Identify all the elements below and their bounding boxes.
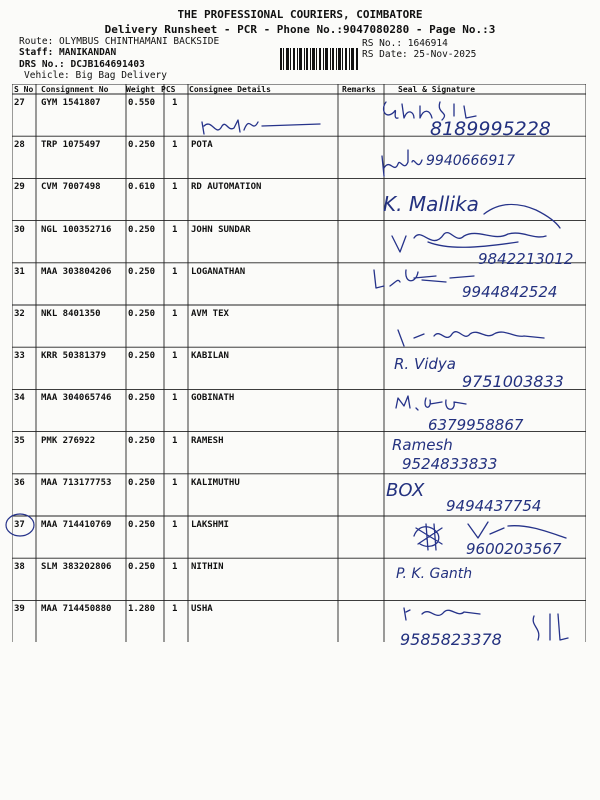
- cell-weight: 0.250: [128, 393, 156, 404]
- cell-consignment: NGL 100352716: [41, 224, 112, 235]
- cell-sno: 28: [14, 140, 25, 151]
- cell-consignment: MAA 713177753: [41, 477, 112, 488]
- row-33-scrawl: [394, 322, 554, 352]
- cell-pcs: 1: [172, 266, 178, 277]
- cell-pcs: 1: [172, 224, 178, 235]
- route-label: Route: OLYMBUS CHINTHAMANI BACKSIDE: [19, 36, 220, 47]
- row-34-signature: [392, 392, 472, 416]
- cell-pcs: 1: [172, 435, 178, 446]
- cell-pcs: 1: [172, 309, 178, 319]
- cell-consignee: NITHIN: [191, 562, 224, 573]
- cell-consignment: MAA 304065746: [41, 393, 112, 404]
- cell-consignee: KABILAN: [191, 351, 229, 362]
- cell-weight: 0.250: [128, 224, 156, 235]
- cell-sno: 30: [14, 224, 25, 235]
- runsheet-subtitle: Delivery Runsheet - PCR - Phone No.:9047080280 - Page No.:3: [104, 23, 496, 36]
- cell-consignment: PMK 276922: [41, 435, 96, 446]
- row-29-name: K. Mallika: [383, 192, 479, 216]
- cell-weight: 0.250: [128, 477, 156, 488]
- row-36-box: BOX: [386, 480, 425, 501]
- cell-weight: 0.250: [128, 520, 156, 530]
- cell-consignment: CVM 7007498: [41, 182, 101, 193]
- cell-consignment: NKL 8401350: [41, 309, 101, 319]
- cell-weight: 1.280: [128, 604, 156, 615]
- cell-pcs: 1: [172, 140, 178, 151]
- cell-sno: 31: [14, 266, 25, 277]
- row-30-phone: 9842213012: [478, 250, 574, 268]
- cell-consignee: RD AUTOMATION: [191, 182, 262, 193]
- cell-consignee: USHA: [191, 604, 213, 615]
- cell-consignment: MAA 714410769: [41, 520, 112, 530]
- cell-consignment: MAA 303804206: [41, 266, 112, 277]
- cell-consignment: MAA 714450880: [41, 604, 112, 615]
- cell-sno: 27: [14, 98, 25, 108]
- col-consignee: Consignee Details: [189, 85, 271, 94]
- row-27-scrawl: [200, 108, 330, 138]
- row-37-circle-mark: [3, 511, 37, 539]
- col-sno: S No: [14, 85, 34, 94]
- cell-sno: 36: [14, 477, 25, 488]
- rs-no-label: RS No.: 1646914: [362, 38, 448, 49]
- cell-consignee: JOHN SUNDAR: [191, 224, 251, 235]
- row-39-signature: [400, 604, 490, 624]
- drs-label: DRS No.: DCJB164691403: [19, 59, 145, 70]
- row-33-name: R. Vidya: [394, 355, 456, 373]
- cell-sno: 39: [14, 604, 25, 615]
- row-27-phone: 8189995228: [430, 118, 551, 140]
- cell-weight: 0.250: [128, 351, 156, 362]
- row-28-signature: [378, 146, 428, 180]
- col-consignment: Consignment No: [41, 85, 109, 94]
- cell-sno: 35: [14, 435, 25, 446]
- cell-consignee: KALIMUTHU: [191, 477, 240, 488]
- rs-date-label: RS Date: 25-Nov-2025: [362, 49, 477, 60]
- cell-consignment: GYM 1541807: [41, 98, 101, 108]
- cell-pcs: 1: [172, 98, 178, 108]
- col-weight: Weight: [126, 85, 155, 94]
- cell-pcs: 1: [172, 182, 178, 193]
- cell-pcs: 1: [172, 604, 178, 615]
- cell-consignee: AVM TEX: [191, 309, 229, 319]
- vehicle-label: Vehicle: Big Bag Delivery: [24, 70, 167, 81]
- row-28-phone: 9940666917: [426, 153, 516, 169]
- row-33-phone: 9751003833: [462, 372, 564, 391]
- row-35-name: Ramesh: [392, 436, 453, 454]
- row-37-phone: 9600203567: [466, 540, 562, 558]
- cell-consignee: GOBINATH: [191, 393, 235, 404]
- cell-weight: 0.550: [128, 98, 156, 108]
- cell-weight: 0.250: [128, 562, 156, 573]
- row-31-phone: 9944842524: [462, 283, 558, 301]
- cell-pcs: 1: [172, 351, 178, 362]
- cell-sno: 29: [14, 182, 25, 193]
- cell-pcs: 1: [172, 393, 178, 404]
- row-34-phone: 6379958867: [428, 416, 524, 434]
- cell-sno: 37: [14, 520, 25, 530]
- cell-sno: 33: [14, 351, 25, 362]
- col-remarks: Remarks: [342, 85, 376, 94]
- row-39-phone: 9585823378: [400, 630, 502, 649]
- cell-consignee: RAMESH: [191, 435, 224, 446]
- col-pcs: PCS: [161, 85, 176, 94]
- cell-sno: 32: [14, 309, 25, 319]
- cell-sno: 34: [14, 393, 25, 404]
- cell-consignee: POTA: [191, 140, 213, 151]
- cell-weight: 0.610: [128, 182, 156, 193]
- cell-consignment: TRP 1075497: [41, 140, 101, 151]
- row-36-phone: 9494437754: [446, 497, 542, 515]
- cell-consignee: LOGANATHAN: [191, 266, 246, 277]
- cell-consignment: SLM 383202806: [41, 562, 112, 573]
- cell-weight: 0.250: [128, 140, 156, 151]
- cell-weight: 0.250: [128, 435, 156, 446]
- row-38-name: P. K. Ganth: [396, 566, 473, 582]
- cell-pcs: 1: [172, 520, 178, 530]
- company-title: THE PROFESSIONAL COURIERS, COIMBATORE: [177, 8, 423, 21]
- cell-pcs: 1: [172, 562, 178, 573]
- col-seal-signature: Seal & Signature: [398, 85, 476, 94]
- cell-pcs: 1: [172, 477, 178, 488]
- staff-label: Staff: MANIKANDAN: [19, 47, 117, 58]
- cell-consignment: KRR 50381379: [41, 351, 107, 362]
- cell-sno: 38: [14, 562, 25, 573]
- cell-weight: 0.250: [128, 309, 156, 319]
- cell-consignee: LAKSHMI: [191, 520, 229, 530]
- row-35-phone: 9524833833: [402, 455, 498, 473]
- cell-weight: 0.250: [128, 266, 156, 277]
- row-39-scrawl: [530, 610, 570, 650]
